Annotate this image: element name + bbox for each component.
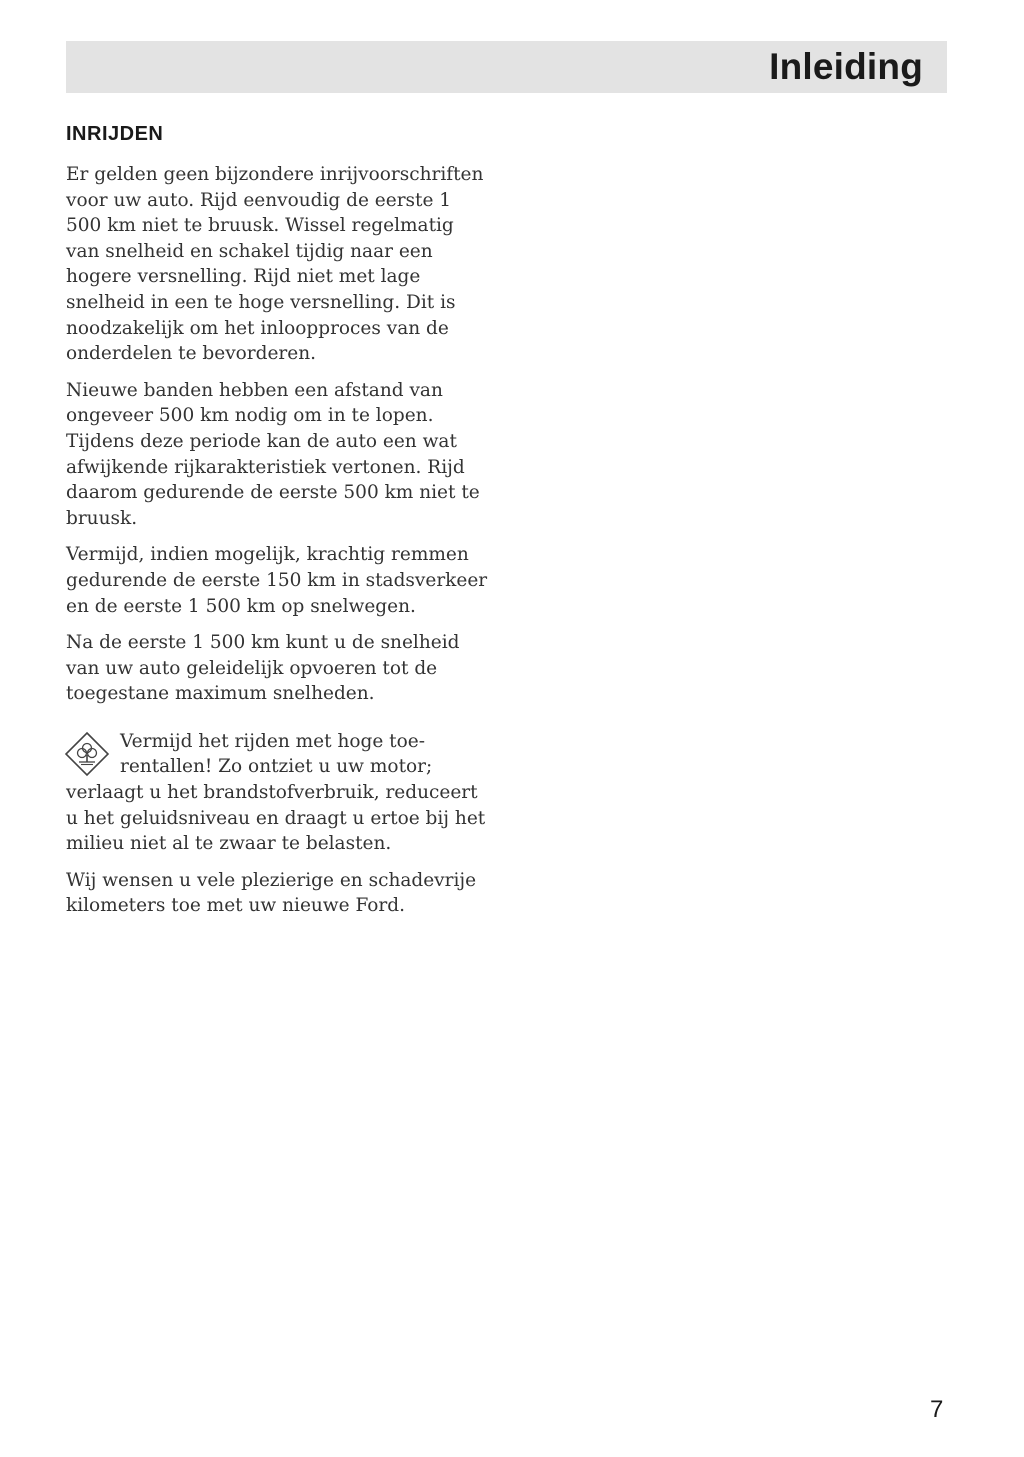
- environment-note-text: Vermijd het rijden met hoge toerentallen! Zo ontziet u uw motor; verlaagt u het brandstofverbruik, reduceert u het geluidsniveau en draagt u ertoe bij het milieu niet al te zwaar te belasten.: [66, 730, 486, 855]
- paragraph-inrijvoorschriften: Er gelden geen bijzondere inrijvoorschriften voor uw auto. Rijd eenvoudig de eerste 1 500 km niet te bruusk. Wissel regelmatig van snelheid en schakel tijdig naar een hogere versnelling. Rijd niet met lage snelheid in een te hoge versnelling. Dit is noodzakelijk om het inloopproces van de onderdelen te bevorderen.: [66, 164, 484, 365]
- paragraph-remmen: Vermijd, indien mogelijk, krachtig remmen gedurende de eerste 150 km in stadsverkeer en de eerste 1 500 km op snelwegen.: [66, 544, 488, 617]
- section-heading: INRIJDEN: [66, 123, 164, 145]
- chapter-title: Inleiding: [769, 46, 923, 87]
- paragraph-closing: Wij wensen u vele plezierige en schadevrije kilometers toe met uw nieuwe Ford.: [66, 869, 477, 917]
- paragraph-banden: Nieuwe banden hebben een afstand van ongeveer 500 km nodig om in te lopen. Tijdens deze periode kan de auto een wat afwijkende rijkarakteristiek vertonen. Rijd daarom gedurende de eerste 500 km niet te bruusk.: [66, 379, 480, 529]
- paragraph-snelheid: Na de eerste 1 500 km kunt u de snelheid van uw auto geleidelijk opvoeren tot de toegestane maximum snelheden.: [66, 632, 460, 705]
- main-content: [66, 120, 491, 930]
- environment-tree-icon: [64, 731, 110, 777]
- page-number: 7: [930, 1396, 944, 1423]
- chapter-header: [66, 41, 947, 93]
- environment-note: [66, 729, 491, 857]
